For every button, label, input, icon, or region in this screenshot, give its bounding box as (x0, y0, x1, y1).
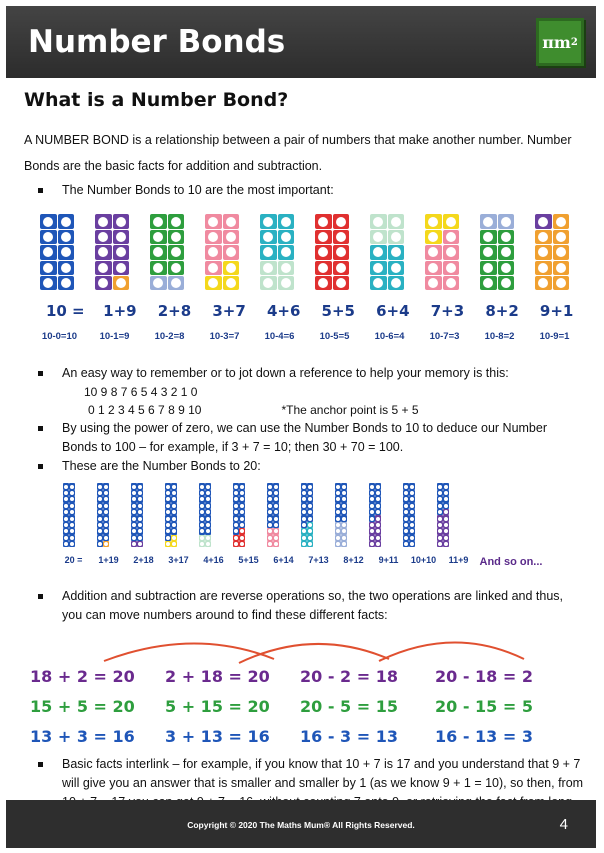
twenty-frame-cell (103, 528, 109, 534)
page-footer (6, 800, 596, 848)
ten-frame-cell (315, 261, 332, 275)
twenty-frame-cell (409, 541, 415, 547)
twenty-frame-cell (443, 541, 449, 547)
twenty-frame-cell (69, 496, 75, 502)
bond-subtraction: 10-6=4 (374, 330, 405, 342)
twenty-frame-cell (137, 515, 143, 521)
fact-equation: 5 + 15 = 20 (165, 697, 270, 717)
twenty-frame-cell (69, 515, 75, 521)
ten-frame-cell (40, 245, 57, 259)
twenty-frame-cell (341, 541, 347, 547)
brand-logo (536, 18, 584, 66)
ten-frame-cell (535, 261, 552, 275)
ten-frame-cell (388, 276, 405, 290)
ten-frame-cell (95, 214, 112, 228)
ten-frame-cell (535, 230, 552, 244)
twenty-frame-cell (205, 496, 211, 502)
fact-equation: 20 - 15 = 5 (435, 697, 533, 717)
bond-label: 4+6 (266, 302, 301, 321)
fact-equation: 15 + 5 = 20 (30, 697, 135, 717)
ten-frame-cell (113, 214, 130, 228)
ten-frame-cell (443, 230, 460, 244)
ten-frame-cell (498, 214, 515, 228)
twenty-frame (402, 482, 416, 548)
fact-equation: 2 + 18 = 20 (165, 667, 270, 687)
bond-subtraction: 10-2=8 (154, 330, 185, 342)
fact-equation: 3 + 13 = 16 (165, 727, 270, 747)
bullet-bonds-to-20: These are the Number Bonds to 20: (24, 457, 584, 476)
twenty-frame-cell (375, 496, 381, 502)
ten-frame-cell (370, 214, 387, 228)
ten-frame (368, 212, 406, 292)
ten-frame-cell (58, 261, 75, 275)
ten-frame-cell (553, 276, 570, 290)
ten-frame-cell (168, 214, 185, 228)
fact-equation: 18 + 2 = 20 (30, 667, 135, 687)
ten-frame-cell (40, 261, 57, 275)
ten-frame-cell (95, 245, 112, 259)
ten-frame-cell (278, 276, 295, 290)
ten-frame-cell (333, 214, 350, 228)
bond-subtraction: 10-1=9 (99, 330, 130, 342)
fact-row-1 (30, 665, 570, 690)
ten-frame-cell (260, 230, 277, 244)
page-header (6, 6, 596, 78)
twenty-frame-cell (341, 483, 347, 489)
bond-label: 5+5 (321, 302, 355, 321)
twenty-frame-cell (273, 541, 279, 547)
twenty-frame-cell (103, 541, 109, 547)
twenty-frame (62, 482, 76, 548)
bond-subtraction: 10-5=5 (319, 330, 350, 342)
ten-frame-cell (388, 261, 405, 275)
ten-frame-cell (480, 230, 497, 244)
ten-frame-cell (260, 214, 277, 228)
twenty-frame-cell (69, 483, 75, 489)
ten-frame-cell (278, 230, 295, 244)
bond-label: 8+2 (485, 302, 519, 321)
twenty-frame-cell (375, 541, 381, 547)
ten-frame-cell (58, 276, 75, 290)
ten-frame (423, 212, 461, 292)
twenty-bond-label: 1+19 (98, 555, 119, 566)
bullet-jot-reference: An easy way to remember or to jot down a reference to help your memory is this: (24, 364, 584, 383)
and-so-on-label: And so on... (479, 556, 543, 569)
twenty-bond-label: 20 = (64, 555, 83, 566)
twenty-bond-label: 5+15 (238, 555, 259, 566)
bond-subtraction: 10-0=10 (41, 330, 78, 342)
bond-label: 10 = (45, 302, 85, 321)
fact-equation: 20 - 2 = 18 (300, 667, 398, 687)
ten-frame-cell (113, 245, 130, 259)
ten-frame (148, 212, 186, 292)
ten-frame-cell (223, 245, 240, 259)
ten-frame-cell (333, 230, 350, 244)
ten-frame-cell (498, 276, 515, 290)
twenty-frame-cell (409, 515, 415, 521)
twenty-frame-cell (205, 528, 211, 534)
twenty-frame (266, 482, 280, 548)
bond-subtraction: 10-9=1 (539, 330, 570, 342)
twenty-frame-cell (69, 541, 75, 547)
ten-frame-cell (425, 276, 442, 290)
ten-frame-cell (370, 261, 387, 275)
ten-frame-cell (443, 245, 460, 259)
twenty-frame (436, 482, 450, 548)
sequence-row-up-text: 0 1 2 3 4 5 6 7 8 9 10 (88, 403, 202, 418)
intro-paragraph: A NUMBER BOND is a relationship between a pair of numbers that make another number. Number Bonds are the basic facts for addition and subtraction. (24, 133, 572, 174)
ten-frame-cell (223, 230, 240, 244)
twenty-frame-cell (341, 496, 347, 502)
sequence-row-down: 10 9 8 7 6 5 4 3 2 1 0 (84, 385, 198, 400)
ten-frame-cell (553, 214, 570, 228)
twenty-bond-label: 8+12 (343, 555, 364, 566)
fact-row-3 (30, 725, 570, 750)
twenty-bond-label: 2+18 (133, 555, 154, 566)
twenty-frame-cell (205, 541, 211, 547)
ten-frame-cell (315, 230, 332, 244)
twenty-frame-cell (239, 496, 245, 502)
twenty-bond-label: 11+9 (448, 555, 469, 566)
twenty-bond-label: 7+13 (308, 555, 329, 566)
ten-frame-cell (40, 276, 57, 290)
ten-frame-cell (223, 261, 240, 275)
twenty-frame-cell (443, 496, 449, 502)
twenty-frame-cell (341, 515, 347, 521)
ten-frame-cell (58, 245, 75, 259)
ten-frame-cell (553, 230, 570, 244)
ten-frame (258, 212, 296, 292)
section-title: What is a Number Bond? (24, 89, 289, 111)
ten-frame-cell (333, 245, 350, 259)
twenty-frame-cell (103, 483, 109, 489)
twenty-frame-cell (307, 541, 313, 547)
fact-equation: 16 - 13 = 3 (435, 727, 533, 747)
twenty-frames-row (62, 482, 584, 548)
bond-label: 2+8 (157, 302, 192, 321)
twenty-frame-cell (273, 515, 279, 521)
ten-frame-cell (260, 245, 277, 259)
twenty-bond-label: 10+10 (410, 555, 437, 566)
ten-frame-cell (278, 214, 295, 228)
bond-label: 9+1 (539, 302, 574, 321)
twenty-frame-cell (137, 496, 143, 502)
bullet-bonds-to-10: The Number Bonds to 10 are the most important: (24, 181, 584, 200)
ten-frame-cell (278, 261, 295, 275)
ten-frame-cell (58, 230, 75, 244)
twenty-frame (368, 482, 382, 548)
bond-label: 1+9 (103, 302, 137, 321)
bond-subtractions-row (32, 330, 584, 345)
sequence-row-up (88, 401, 584, 419)
twenty-frame-cell (69, 528, 75, 534)
twenty-frame-cell (307, 515, 313, 521)
bond-subtraction: 10-7=3 (429, 330, 460, 342)
ten-frame-cell (205, 276, 222, 290)
fact-equation: 13 + 3 = 16 (30, 727, 135, 747)
twenty-frame-cell (375, 483, 381, 489)
twenty-frame-cell (341, 528, 347, 534)
ten-frame (533, 212, 571, 292)
ten-frame-cell (480, 261, 497, 275)
arc-2 (239, 644, 389, 663)
ten-frame-cell (498, 261, 515, 275)
twenty-frame-cell (205, 483, 211, 489)
twenty-frame-cell (171, 496, 177, 502)
twenty-bond-label: 3+17 (168, 555, 189, 566)
twenty-frame-cell (205, 515, 211, 521)
ten-frame-cell (40, 214, 57, 228)
twenty-frame-cell (103, 496, 109, 502)
bullet-basic-facts: Basic facts interlink – for example, if you know that 10 + 7 is 17 and you understand that 9 + 7 will give you an answer that is smaller and smaller by 1 (as we know 9 + 1 = 10), so then, from (24, 755, 584, 831)
twenty-bond-label: 6+14 (273, 555, 294, 566)
ten-frame-cell (95, 261, 112, 275)
ten-frame-cell (315, 245, 332, 259)
ten-frame-cell (168, 276, 185, 290)
main-content (24, 86, 584, 850)
ten-frame-cell (260, 276, 277, 290)
twenty-frame-cell (307, 496, 313, 502)
fact-equation: 20 - 5 = 15 (300, 697, 398, 717)
bond-labels-row (38, 300, 584, 323)
ten-frame-cell (553, 261, 570, 275)
twenty-frame (232, 482, 246, 548)
twenty-frame (334, 482, 348, 548)
twenty-frame (198, 482, 212, 548)
bond-label: 7+3 (430, 302, 465, 321)
fact-row-2 (30, 695, 570, 720)
twenty-frame-cell (103, 515, 109, 521)
twenty-frame (164, 482, 178, 548)
twenty-frame-cell (171, 483, 177, 489)
twenty-frame-cell (239, 541, 245, 547)
twenty-frame-cell (409, 483, 415, 489)
logo-text: πm (542, 32, 571, 52)
fact-equation: 20 - 18 = 2 (435, 667, 533, 687)
bond-label: 6+4 (376, 302, 410, 321)
twenty-frame-cell (137, 483, 143, 489)
ten-frame-cell (480, 214, 497, 228)
ten-frame-cell (205, 214, 222, 228)
ten-frame-cell (370, 245, 387, 259)
bond-label: 3+7 (212, 302, 246, 321)
twenty-frame-cell (307, 528, 313, 534)
twenty-frame-cell (443, 483, 449, 489)
ten-frame-cell (333, 276, 350, 290)
twenty-frame-cell (307, 483, 313, 489)
fact-family (24, 637, 584, 747)
twenty-frame-cell (273, 528, 279, 534)
twenty-frame-cell (409, 528, 415, 534)
ten-frame-cell (498, 230, 515, 244)
ten-frame-cell (168, 230, 185, 244)
ten-frame-cell (425, 261, 442, 275)
twenty-frame-cell (409, 496, 415, 502)
logo-superscript: 2 (570, 36, 578, 48)
ten-frame-cell (150, 230, 167, 244)
ten-frames-row (38, 212, 584, 292)
twenty-frame-cell (239, 528, 245, 534)
ten-frame-cell (168, 261, 185, 275)
anchor-note: *The anchor point is 5 + 5 (281, 403, 419, 418)
ten-frame-cell (168, 245, 185, 259)
ten-frame-cell (370, 230, 387, 244)
fact-equation: 16 - 3 = 13 (300, 727, 398, 747)
ten-frame-cell (260, 261, 277, 275)
ten-frame-cell (388, 214, 405, 228)
bullet-power-of-zero: By using the power of zero, we can use the Number Bonds to 10 to deduce our Number Bonds to 100 – for example, if 3 + 7 = 10; then 30 + 70 = 100. (24, 419, 584, 457)
bullet-reverse-operations: Addition and subtraction are reverse operations so, the two operations are linked and thus, you can move numbers around to find these different facts: (24, 587, 584, 625)
ten-frame-cell (40, 230, 57, 244)
ten-frame-cell (535, 245, 552, 259)
twenty-frame-cell (171, 528, 177, 534)
twenty-frame-cell (375, 528, 381, 534)
ten-frame-cell (425, 230, 442, 244)
twenty-frame-cell (443, 515, 449, 521)
ten-frame-cell (315, 214, 332, 228)
ten-frame-cell (535, 214, 552, 228)
copyright-text: Copyright © 2020 The Maths Mum® All Rights Reserved. (187, 820, 415, 830)
twenty-frame-cell (137, 528, 143, 534)
twenty-frame (130, 482, 144, 548)
ten-frame-cell (315, 276, 332, 290)
twenty-bond-label: 9+11 (378, 555, 399, 566)
ten-frame-cell (498, 245, 515, 259)
ten-frame-cell (553, 245, 570, 259)
bond-subtraction: 10-3=7 (209, 330, 240, 342)
twenty-frame-cell (239, 483, 245, 489)
bond-subtraction: 10-4=6 (264, 330, 295, 342)
twenty-frame-cell (137, 541, 143, 547)
ten-frame-cell (443, 261, 460, 275)
ten-frame-cell (150, 276, 167, 290)
ten-frame-cell (480, 276, 497, 290)
ten-frame (93, 212, 131, 292)
ten-frame-cell (205, 261, 222, 275)
twenty-frame-cell (273, 483, 279, 489)
ten-frame-cell (205, 245, 222, 259)
ten-frame-cell (425, 214, 442, 228)
ten-frame-cell (425, 245, 442, 259)
ten-frame-cell (388, 230, 405, 244)
ten-frame (313, 212, 351, 292)
ten-frame (478, 212, 516, 292)
twenty-frame-cell (375, 515, 381, 521)
ten-frame-cell (388, 245, 405, 259)
bond-subtraction: 10-8=2 (484, 330, 515, 342)
ten-frame-cell (95, 276, 112, 290)
twenty-frame-cell (171, 541, 177, 547)
ten-frame-cell (535, 276, 552, 290)
ten-frame-cell (278, 245, 295, 259)
twenty-frame (300, 482, 314, 548)
twenty-frame-cell (273, 496, 279, 502)
twenty-labels-row (56, 554, 584, 571)
page-number: 4 (559, 816, 568, 833)
ten-frame-cell (150, 214, 167, 228)
ten-frame-cell (58, 214, 75, 228)
ten-frame-cell (443, 276, 460, 290)
page-title: Number Bonds (28, 24, 286, 60)
ten-frame-cell (150, 261, 167, 275)
ten-frame-cell (150, 245, 167, 259)
ten-frame-cell (443, 214, 460, 228)
twenty-frame-cell (443, 528, 449, 534)
twenty-frame-cell (171, 515, 177, 521)
ten-frame-cell (113, 230, 130, 244)
twenty-frame-cell (239, 515, 245, 521)
ten-frame-cell (480, 245, 497, 259)
ten-frame-cell (370, 276, 387, 290)
twenty-bond-label: 4+16 (203, 555, 224, 566)
ten-frame (38, 212, 76, 292)
number-sequence (84, 383, 584, 419)
fact-arcs (24, 637, 584, 667)
ten-frame-cell (205, 230, 222, 244)
ten-frame-cell (95, 230, 112, 244)
ten-frame-cell (223, 214, 240, 228)
ten-frame-cell (113, 276, 130, 290)
twenty-frame (96, 482, 110, 548)
ten-frame-cell (113, 261, 130, 275)
ten-frame (203, 212, 241, 292)
ten-frame-cell (223, 276, 240, 290)
ten-frame-cell (333, 261, 350, 275)
arc-3 (379, 643, 524, 662)
